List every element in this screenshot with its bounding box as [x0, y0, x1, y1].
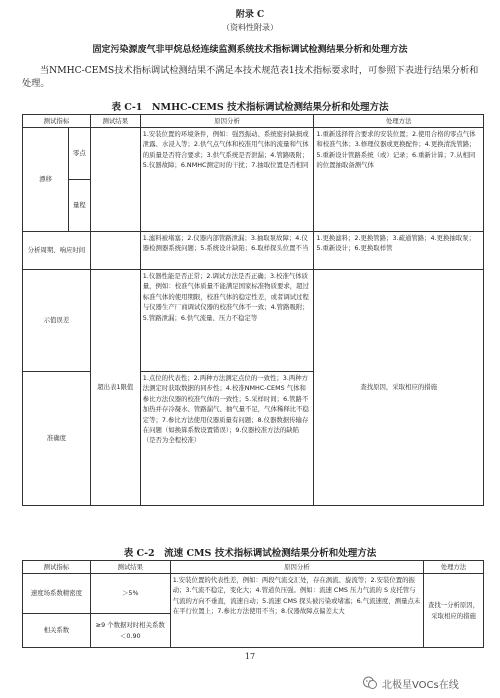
drift-group-cell: 漂移 [23, 128, 69, 232]
drift-fix-cell: 1.重新选择符合要求的安装位置；2.使用合格的零点气体和校准气体；3.修理仪器或更换配件；4.更换清洗管路；5.重新设计管路系统（或）记录；6.重新计算；7.从相同的位置抽取备测气体 [314, 128, 484, 232]
header-cell: 处理方法 [424, 561, 484, 574]
header-cell: 原因分析 [170, 561, 423, 574]
appendix-heading: 固定污染源废气非甲烷总烃连续监测系统技术指标调试检测结果分析和处理方法 [92, 45, 408, 55]
table-c1 [22, 114, 484, 506]
drift-result-cell [90, 128, 140, 232]
velocity-field-fix: 查找一分析原因，采取相应的措施 [424, 574, 484, 648]
table-row [23, 128, 484, 180]
indication-error-fix: 查找原因，采取相应的措施 [314, 270, 484, 506]
response-time-result [90, 232, 140, 270]
table-header-row [23, 561, 484, 574]
indication-error-cause: 1.仪器性能是否正常；2.调试方法是否正确；3.校准气体质量，例如：校准气体质量不能满足国家标准物质要求，超过标准气体的使用期限，校准气体的稳定性差，或者调试过程与仪器生产厂商调试仪器的校准气体不一致；4.管路吸附；5.管路泄漏；6.供气流量、压力不稳定等 [140, 270, 314, 372]
header-cell: 测试结果 [90, 561, 170, 574]
response-time-fix: 1.更换滤料；2.更换管路；3.疏通管路；4.更换抽取泵；5.重新设计；6.更换取样管 [314, 232, 484, 270]
correlation-cause-text: 流速自动；5.流速 CMS 探头被污染或堵塞；6.气流速度，测量点未在平行位置上；7.参比方法使用不当；8.仪器故障点偏差太大 [172, 596, 421, 616]
table-header-row [23, 115, 484, 128]
accuracy-label: 准确度 [23, 372, 91, 506]
table-row [23, 232, 484, 270]
header-cell: 测试结果 [90, 115, 140, 128]
response-time-cause: 1.滤料被堵塞；2.仪器内部管路泄漏；3.抽取泵故障；4.仪器检测器系统问题；5.系统设计缺陷；6.取样探头位置不当 [140, 232, 314, 270]
span-cell: 量程 [68, 180, 90, 232]
correlation-result: ≥9 个数据对时相关系数＜0.90 [90, 614, 170, 648]
table-row [23, 270, 484, 372]
accuracy-cause: 1.点位的代表性；2.两种方法测定点位的一致性；3.两种方法测定时获取数据的同步性；4.校准NMHC-CEMS 气体和参比方法仪器的校准气体的一致性；5.采样时间；6.管路不加热并存冷凝水、管路漏气、抽气量不足，气体稀释比不稳定等；7.参比方法使用仪器质量有问题；8.仪器数据传输存在问题（如换算系数设置错误）；9.仪器校准方法的缺陷（是否为全程校准） [140, 372, 314, 506]
header-cell: 测试指标 [23, 115, 91, 128]
correlation-label: 相关系数 [23, 614, 91, 648]
indication-error-label: 示值误差 [23, 270, 91, 372]
velocity-field-cause-text: 1.安装位置的代表性差，例如：两段气流交汇处，存在涡流、旋流等；2.安装位置的振动；3.气流不稳定，变化大；4.管道负压强。例如：流速 CMS 压力气流的 S 皮托管与气流的方向不垂直， [172, 576, 416, 605]
header-cell: 处理方法 [314, 115, 484, 128]
table-row [23, 574, 484, 614]
intro-paragraph: 当NMHC-CEMS技术指标调试检测结果不满足本技术规范表1技术指标要求时，可参照下表进行结果分析和处理。 [22, 65, 479, 89]
header-cell: 原因分析 [140, 115, 314, 128]
velocity-field-label: 速度场系数精密度 [23, 574, 91, 614]
table-c2-caption: 表 C-2 流速 CMS 技术指标调试检测结果分析和处理方法 [123, 548, 377, 559]
indication-error-result: 超出表1限值 [90, 270, 140, 506]
wechat-icon [362, 675, 378, 691]
drift-cause-cell: 1.安装位置的环境条件，例如：强烈振动、系统密封缺损或泄露、水浸入等；2.供气点气体和校准用气体的流量和气体的质量是否符合要求；3.供气系统是否泄漏；4.管路吸附；5.仪器故障；6.NMHC测定时的干扰；7.抽取位置是否相同 [140, 128, 314, 232]
table-c2 [22, 560, 484, 648]
zero-cell: 零点 [68, 128, 90, 180]
appendix-title: 附录 C [235, 10, 265, 20]
velocity-field-result: ＞5% [90, 574, 170, 614]
appendix-note: （资料性附录） [222, 23, 278, 32]
header-cell: 测试指标 [23, 561, 91, 574]
page-number: 17 [244, 652, 256, 661]
velocity-field-cause [170, 574, 423, 648]
response-time-label: 分析周期、响应时间 [23, 232, 91, 270]
watermark [362, 674, 496, 692]
table-c1-caption: 表 C-1 NMHC-CEMS 技术指标调试检测结果分析和处理方法 [111, 102, 389, 113]
watermark-text: 北极星VOCs在线 [382, 679, 459, 691]
